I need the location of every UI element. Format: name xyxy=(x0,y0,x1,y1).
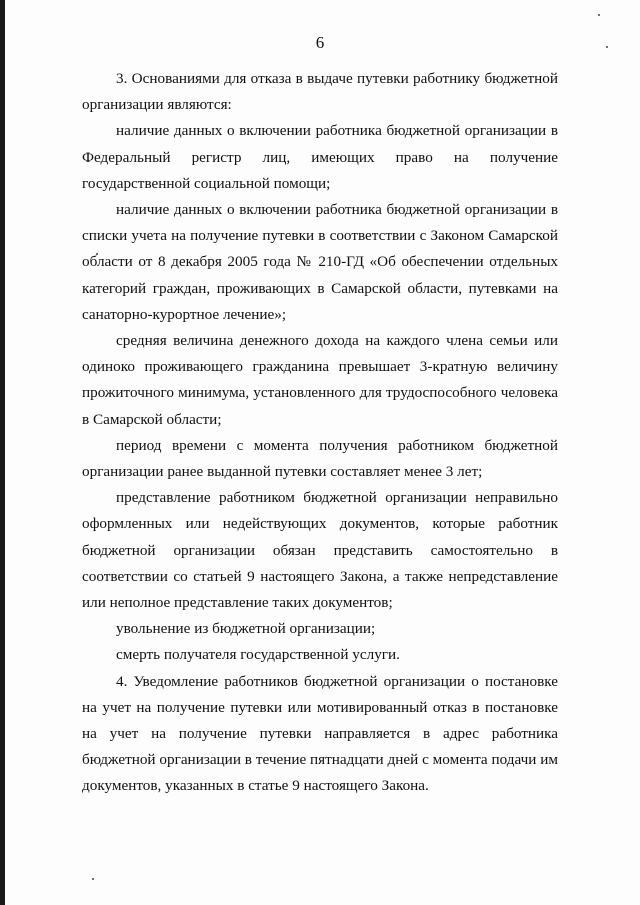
paragraph-4-notification: 4. Уведомление работников бюджетной организации о постановке на учет на получение путевки или мотивированный отказ в постановке на учет на получение путевки направляется в адрес работника бюджетной организации в течение пятнадцати дней с момента подачи им документов, указанных в статье 9 настоящего Закона. xyxy=(82,672,558,795)
paragraph-death: смерть получателя государственной услуги. xyxy=(116,646,400,664)
document-body xyxy=(82,66,558,800)
page-number: 6 xyxy=(315,33,325,52)
scan-speck xyxy=(598,14,600,16)
paragraph-dismissal: увольнение из бюджетной организации; xyxy=(116,620,376,638)
paragraph-documents: представление работником бюджетной организации неправильно оформленных или недействующих документов, которые работник бюджетной организации обязан представить самостоятельно в соответствии со статьей 9 настоящего Закона, а также непредставление или неполное представление таких документов; xyxy=(82,489,558,612)
paragraph-regional-lists: наличие данных о включении работника бюджетной организации в списки учета на получение путевки в соответствии с Законом Самарской области от 8 декабря 2005 года № 210-ГД «Об обеспечении отдельных категорий граждан, проживающих в Самарской области, путевками на санаторно-курортное лечение»; xyxy=(82,201,558,323)
scan-speck xyxy=(92,878,94,880)
scan-edge xyxy=(0,0,5,905)
paragraph-federal-register: наличие данных о включении работника бюджетной организации в Федеральный регистр лиц, имеющих право на получение государственной социальной помощи; xyxy=(82,122,558,192)
paragraph-time-period: период времени с момента получения работником бюджетной организации ранее выданной путевки составляет менее 3 лет; xyxy=(82,436,558,481)
paragraph-income: средняя величина денежного дохода на каждого члена семьи или одиноко проживающего гражданина превышает 3-кратную величину прожиточного минимума, установленного для трудоспособного человека в Самарской области; xyxy=(82,332,558,428)
paragraph-3-intro: 3. Основаниями для отказа в выдаче путевки работнику бюджетной организации являются: xyxy=(82,70,558,114)
